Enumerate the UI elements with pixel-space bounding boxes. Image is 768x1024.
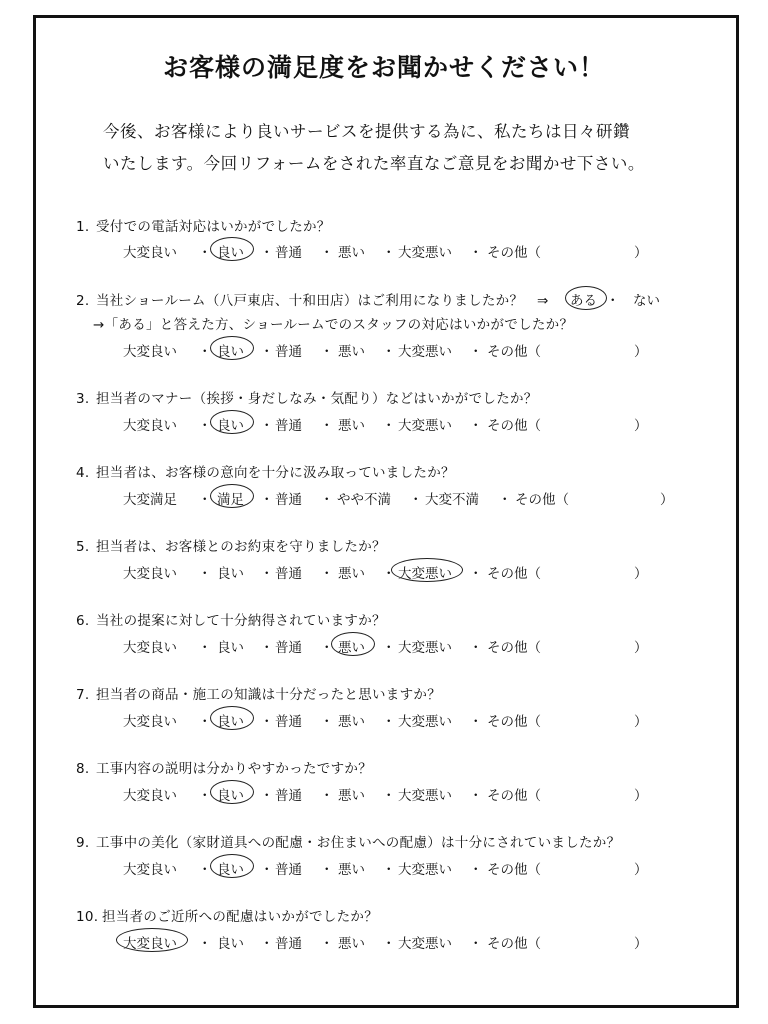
question-2-option-2[interactable]: 良い — [217, 344, 244, 360]
option-separator: ・ — [260, 862, 274, 878]
question-8-option-5[interactable]: 大変悪い — [398, 788, 452, 804]
question-6-option-4[interactable]: 悪い — [338, 640, 365, 656]
question-7-option-6[interactable]: その他（ — [487, 714, 541, 730]
option-separator: ・ — [382, 566, 396, 582]
intro-line-2: いたします。今回リフォームをされた率直なご意見をお聞かせ下さい。 — [103, 154, 645, 173]
question-6-option-6[interactable]: その他（ — [487, 640, 541, 656]
question-6-number: 6. — [76, 613, 90, 629]
option-separator: ・ — [320, 566, 334, 582]
question-1-option-3[interactable]: 普通 — [275, 245, 302, 261]
question-5-other-close: ） — [634, 566, 648, 582]
question-4-option-4[interactable]: やや不満 — [337, 492, 391, 508]
question-10-option-6[interactable]: その他（ — [487, 936, 541, 952]
question-5-option-3[interactable]: 普通 — [275, 566, 302, 582]
option-separator: ・ — [198, 566, 212, 582]
option-separator: ・ — [320, 714, 334, 730]
question-3-number: 3. — [76, 391, 90, 407]
question-7-options — [0, 710, 768, 730]
option-separator: ・ — [382, 344, 396, 360]
option-separator: ・ — [320, 245, 334, 261]
option-separator: ・ — [320, 418, 334, 434]
question-10-text — [76, 905, 378, 925]
option-separator: ・ — [260, 714, 274, 730]
question-5-option-6[interactable]: その他（ — [487, 566, 541, 582]
question-5-option-5[interactable]: 大変悪い — [398, 566, 452, 582]
question-6-option-2[interactable]: 良い — [217, 640, 244, 656]
option-separator: ・ — [198, 714, 212, 730]
option-separator: ・ — [469, 640, 483, 656]
option-separator: ・ — [498, 492, 512, 508]
question-3-option-2[interactable]: 良い — [217, 418, 244, 434]
question-10-other-close: ） — [634, 936, 648, 952]
question-3-option-4[interactable]: 悪い — [338, 418, 365, 434]
question-1-option-1[interactable]: 大変良い — [123, 245, 177, 261]
question-1-option-4[interactable]: 悪い — [338, 245, 365, 261]
option-separator: ・ — [320, 344, 334, 360]
option-separator: ・ — [198, 418, 212, 434]
question-7-option-4[interactable]: 悪い — [338, 714, 365, 730]
question-6-label: 当社の提案に対して十分納得されていますか？ — [96, 613, 386, 629]
option-separator: ・ — [260, 936, 274, 952]
option-separator: ・ — [320, 640, 334, 656]
question-7-option-3[interactable]: 普通 — [275, 714, 302, 730]
option-separator: ・ — [198, 862, 212, 878]
option-separator: ・ — [320, 788, 334, 804]
option-separator: ・ — [382, 714, 396, 730]
option-separator: ・ — [260, 418, 274, 434]
question-9-options — [0, 858, 768, 878]
question-9-number: 9. — [76, 835, 90, 851]
question-1-label: 受付での電話対応はいかがでしたか？ — [96, 219, 331, 235]
question-2-number: 2. — [76, 293, 90, 309]
question-6-option-3[interactable]: 普通 — [275, 640, 302, 656]
question-7-option-5[interactable]: 大変悪い — [398, 714, 452, 730]
question-9-option-2[interactable]: 良い — [217, 862, 244, 878]
question-1-option-2[interactable]: 良い — [217, 245, 244, 261]
option-separator: ・ — [469, 862, 483, 878]
option-separator: ・ — [198, 788, 212, 804]
question-3-option-6[interactable]: その他（ — [487, 418, 541, 434]
option-separator: ・ — [469, 936, 483, 952]
question-2-option-1[interactable]: 大変良い — [123, 344, 177, 360]
question-3-label: 担当者のマナー（挨拶・身だしなみ・気配り）などはいかがでしたか？ — [96, 391, 538, 407]
option-separator: ・ — [260, 245, 274, 261]
option-separator: ・ — [409, 492, 423, 508]
question-10-option-2[interactable]: 良い — [217, 936, 244, 952]
question-7-other-close: ） — [634, 714, 648, 730]
question-8-options — [0, 784, 768, 804]
question-8-text — [76, 757, 372, 777]
question-8-option-2[interactable]: 良い — [217, 788, 244, 804]
question-4-label: 担当者は、お客様の意向を十分に汲み取っていましたか？ — [96, 465, 455, 481]
option-separator: ・ — [198, 492, 212, 508]
question-2-subtext: →「ある」と答えた方、ショールームでのスタッフの対応はいかがでしたか？ — [93, 317, 574, 333]
question-2-other-close: ） — [634, 344, 648, 360]
option-separator: ・ — [469, 245, 483, 261]
question-9-option-5[interactable]: 大変悪い — [398, 862, 452, 878]
question-9-text — [76, 831, 620, 851]
question-2-text — [76, 289, 549, 309]
option-separator: ・ — [198, 640, 212, 656]
question-8-option-6[interactable]: その他（ — [487, 788, 541, 804]
question-10-option-5[interactable]: 大変悪い — [398, 936, 452, 952]
option-separator: ・ — [382, 862, 396, 878]
question-3-options — [0, 414, 768, 434]
option-separator: ・ — [320, 936, 334, 952]
option-separator: ・ — [382, 418, 396, 434]
question-9-label: 工事中の美化（家財道具への配慮・お住まいへの配慮）は十分にされていましたか？ — [96, 835, 621, 851]
question-6-other-close: ） — [634, 640, 648, 656]
question-10-option-4[interactable]: 悪い — [338, 936, 365, 952]
option-separator: ・ — [260, 344, 274, 360]
question-2-option-6[interactable]: その他（ — [487, 344, 541, 360]
question-3-option-5[interactable]: 大変悪い — [398, 418, 452, 434]
question-4-number: 4. — [76, 465, 90, 481]
question-5-options — [0, 562, 768, 582]
question-5-option-1[interactable]: 大変良い — [123, 566, 177, 582]
option-separator: ・ — [382, 640, 396, 656]
question-2-option-3[interactable]: 普通 — [275, 344, 302, 360]
question-2-answer-no[interactable]: ない — [633, 293, 660, 309]
question-3-other-close: ） — [634, 418, 648, 434]
question-4-text — [76, 461, 455, 481]
question-1-text — [76, 215, 331, 235]
question-4-option-1[interactable]: 大変満足 — [123, 492, 177, 508]
question-6-option-1[interactable]: 大変良い — [123, 640, 177, 656]
question-8-label: 工事内容の説明は分かりやすかったですか？ — [96, 761, 372, 777]
option-separator: ・ — [469, 788, 483, 804]
option-separator: ・ — [382, 936, 396, 952]
question-2-option-4[interactable]: 悪い — [338, 344, 365, 360]
question-9-option-3[interactable]: 普通 — [275, 862, 302, 878]
question-2-options — [0, 340, 768, 360]
intro-line-1: 今後、お客様により良いサービスを提供する為に、私たちは日々研鑽 — [103, 122, 630, 141]
question-10-options — [0, 932, 768, 952]
form-title: お客様の満足度をお聞かせください！ — [162, 53, 605, 82]
question-8-other-close: ） — [634, 788, 648, 804]
option-separator: ・ — [198, 936, 212, 952]
question-8-option-4[interactable]: 悪い — [338, 788, 365, 804]
question-2-answer-separator: ・ — [606, 293, 620, 309]
question-10-option-3[interactable]: 普通 — [275, 936, 302, 952]
option-separator: ・ — [260, 566, 274, 582]
option-separator: ・ — [469, 344, 483, 360]
question-9-option-1[interactable]: 大変良い — [123, 862, 177, 878]
question-10-label: 担当者のご近所への配慮はいかがでしたか？ — [102, 909, 378, 925]
question-6-options — [0, 636, 768, 656]
question-4-option-3[interactable]: 普通 — [275, 492, 302, 508]
option-separator: ・ — [382, 788, 396, 804]
question-1-options — [0, 241, 768, 261]
question-10-option-1[interactable]: 大変良い — [123, 936, 177, 952]
question-2-option-5[interactable]: 大変悪い — [398, 344, 452, 360]
question-7-label: 担当者の商品・施工の知識は十分だったと思いますか？ — [96, 687, 441, 703]
question-3-option-3[interactable]: 普通 — [275, 418, 302, 434]
question-7-number: 7. — [76, 687, 90, 703]
question-4-option-5[interactable]: 大変不満 — [425, 492, 479, 508]
option-separator: ・ — [469, 714, 483, 730]
question-1-number: 1. — [76, 219, 90, 235]
option-separator: ・ — [320, 492, 334, 508]
question-2-label: 当社ショールーム（八戸東店、十和田店）はご利用になりましたか？ ⇒ — [96, 293, 549, 309]
question-1-option-5[interactable]: 大変悪い — [398, 245, 452, 261]
question-5-option-2[interactable]: 良い — [217, 566, 244, 582]
question-3-text — [76, 387, 538, 407]
option-separator: ・ — [320, 862, 334, 878]
option-separator: ・ — [469, 418, 483, 434]
option-separator: ・ — [198, 245, 212, 261]
question-3-option-1[interactable]: 大変良い — [123, 418, 177, 434]
question-9-other-close: ） — [634, 862, 648, 878]
question-4-options — [0, 488, 768, 508]
question-1-other-close: ） — [634, 245, 648, 261]
question-8-number: 8. — [76, 761, 90, 777]
option-separator: ・ — [260, 492, 274, 508]
question-10-number: 10. — [76, 909, 99, 925]
question-4-option-6[interactable]: その他（ — [515, 492, 569, 508]
question-4-option-2[interactable]: 満足 — [217, 492, 244, 508]
question-5-number: 5. — [76, 539, 90, 555]
question-2-answer-yes[interactable]: ある — [570, 293, 597, 309]
question-8-option-1[interactable]: 大変良い — [123, 788, 177, 804]
question-6-option-5[interactable]: 大変悪い — [398, 640, 452, 656]
question-7-option-2[interactable]: 良い — [217, 714, 244, 730]
option-separator: ・ — [469, 566, 483, 582]
question-9-option-4[interactable]: 悪い — [338, 862, 365, 878]
question-9-option-6[interactable]: その他（ — [487, 862, 541, 878]
question-4-other-close: ） — [660, 492, 674, 508]
question-5-label: 担当者は、お客様とのお約束を守りましたか？ — [96, 539, 386, 555]
option-separator: ・ — [260, 788, 274, 804]
question-8-option-3[interactable]: 普通 — [275, 788, 302, 804]
option-separator: ・ — [260, 640, 274, 656]
question-6-text — [76, 609, 386, 629]
option-separator: ・ — [382, 245, 396, 261]
question-5-option-4[interactable]: 悪い — [338, 566, 365, 582]
question-7-text — [76, 683, 441, 703]
option-separator: ・ — [198, 344, 212, 360]
question-5-text — [76, 535, 386, 555]
question-7-option-1[interactable]: 大変良い — [123, 714, 177, 730]
question-1-option-6[interactable]: その他（ — [487, 245, 541, 261]
